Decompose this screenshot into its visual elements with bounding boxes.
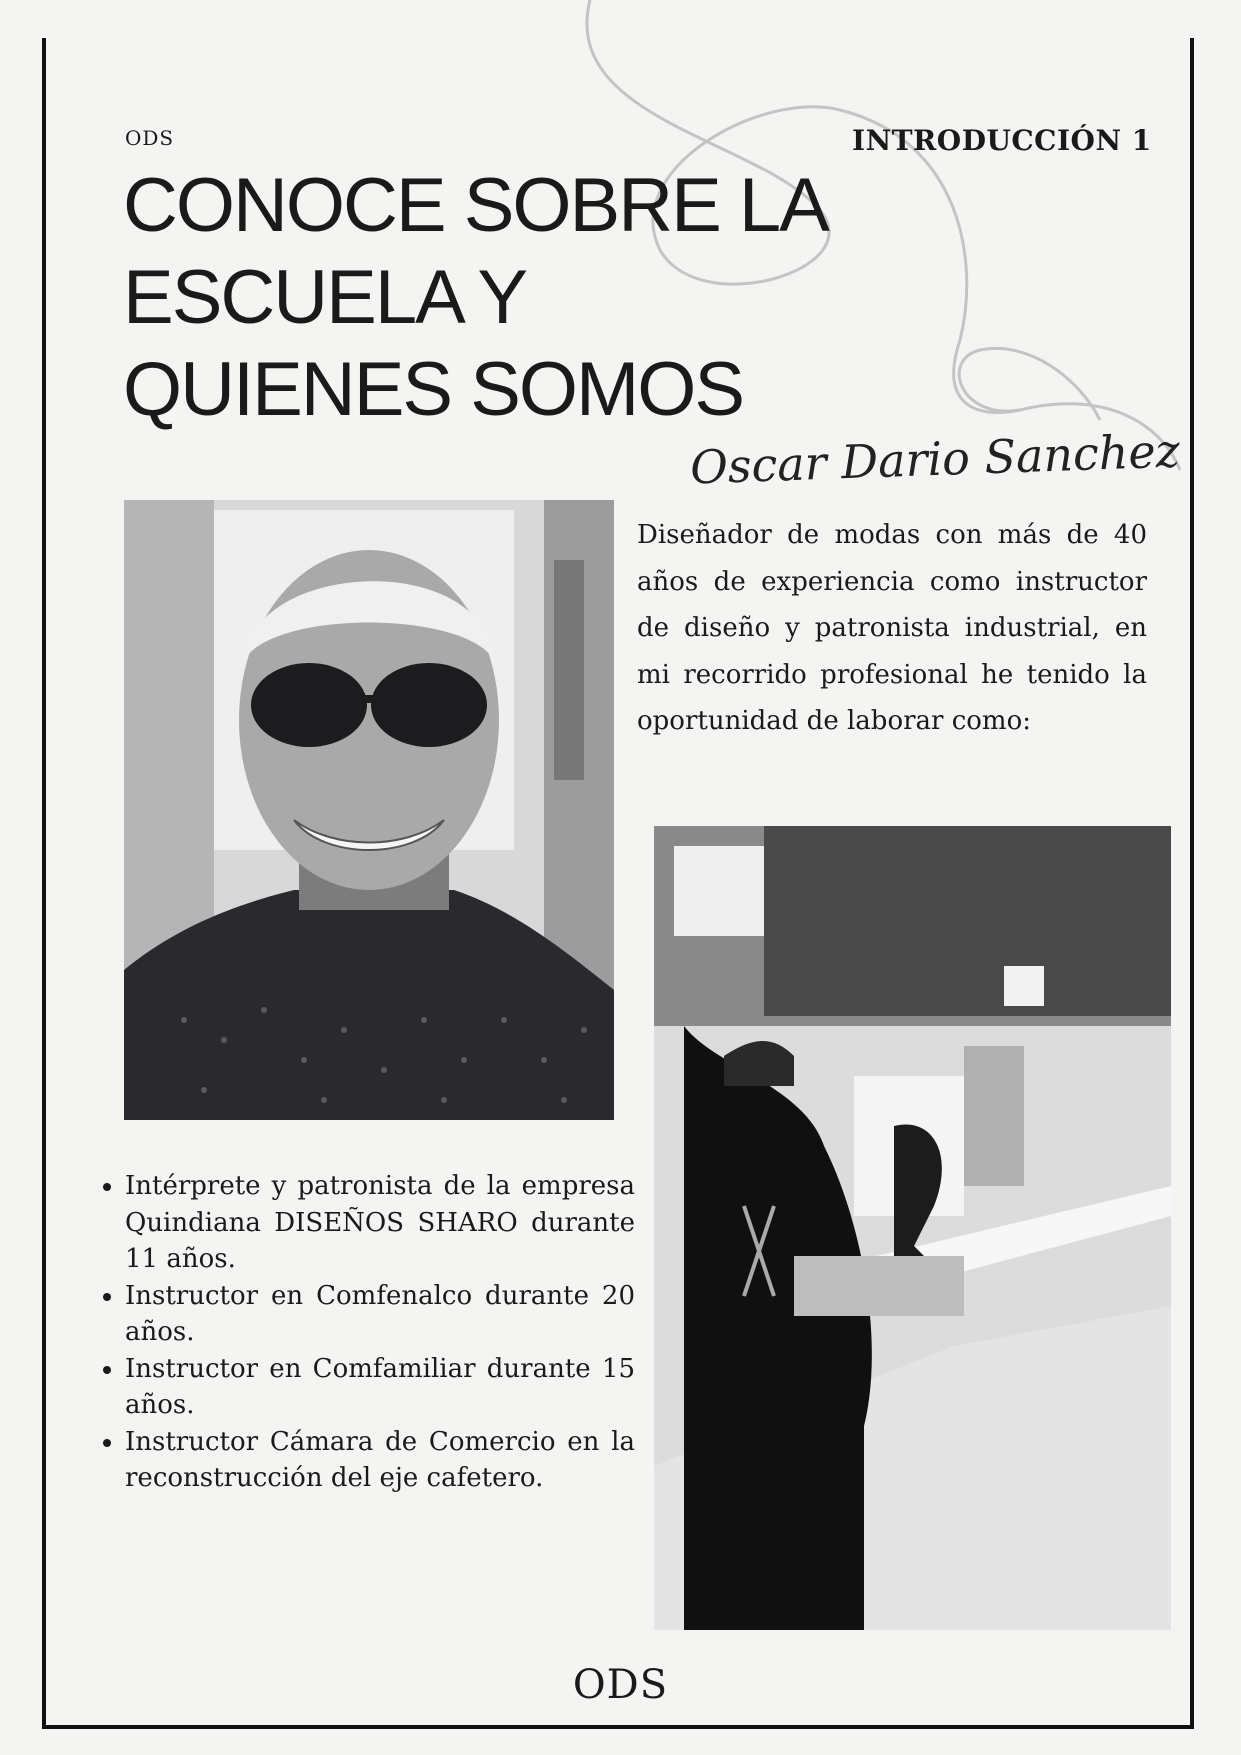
section-label: INTRODUCCIÓN 1 <box>852 124 1152 157</box>
bio-text: Diseñador de modas con más de 40 años de experiencia como instructor de diseño y patronista industrial, en mi recorrido profesional he tenido la oportunidad de laborar como: <box>637 520 1147 736</box>
list-item: • Instructor Cámara de Comercio en la reconstrucción del eje cafetero. <box>125 1424 635 1497</box>
list-item: • Intérprete y patronista de la empresa Quindiana DISEÑOS SHARO durante 11 años. <box>125 1168 635 1278</box>
title-line: CONOCE SOBRE LA <box>123 163 828 248</box>
footer-brand: ODS <box>572 1662 669 1708</box>
title-line: QUIENES SOMOS <box>123 347 744 432</box>
brand-label: ODS <box>125 126 175 150</box>
signature: Oscar Dario Sanchez <box>689 423 1181 495</box>
page-title <box>123 160 883 436</box>
list-item: • Instructor en Comfenalco durante 20 años. <box>125 1278 635 1351</box>
workshop-photo <box>654 826 1171 1630</box>
title-line: ESCUELA Y <box>123 255 527 340</box>
roles-list <box>93 1168 635 1497</box>
portrait-photo <box>124 500 614 1120</box>
list-item: • Instructor en Comfamiliar durante 15 años. <box>125 1351 635 1424</box>
